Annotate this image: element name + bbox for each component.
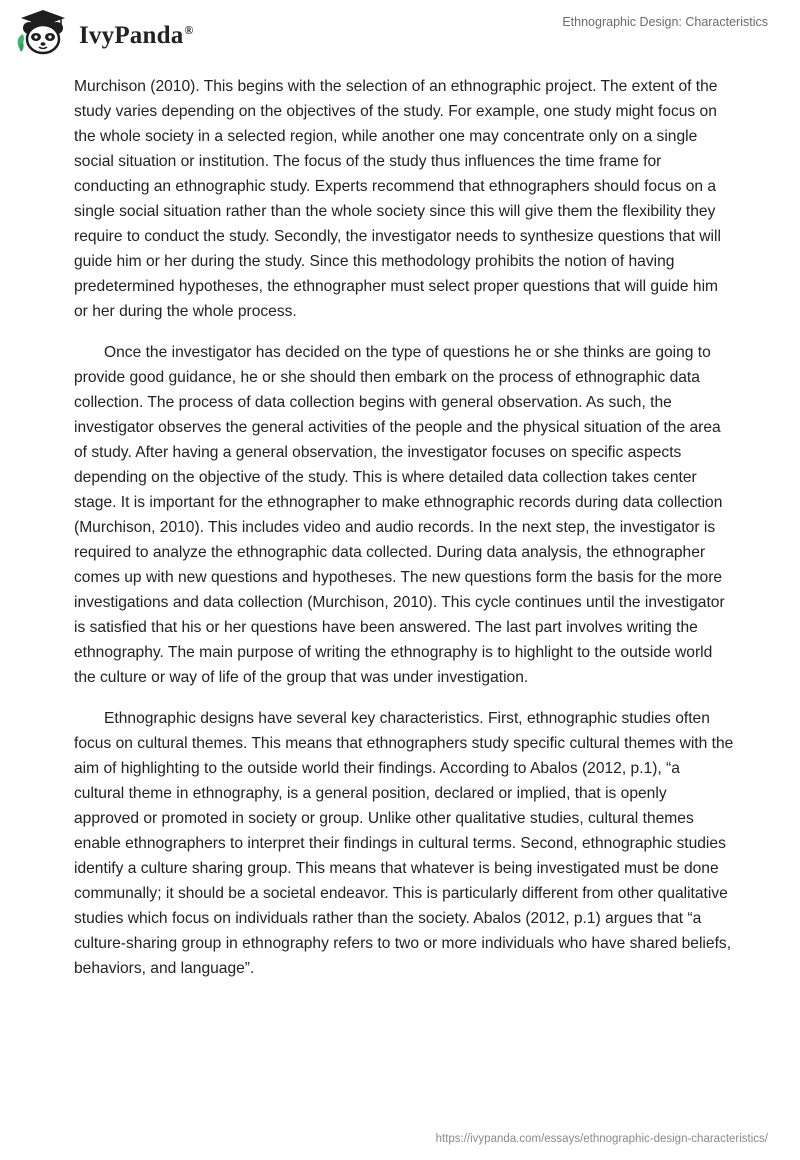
- panda-graduate-icon: [13, 8, 73, 60]
- page-header: [0, 0, 800, 70]
- brand-name: IvyPanda®: [79, 22, 194, 49]
- paragraph: Murchison (2010). This begins with the selection of an ethnographic project. The extent of the study varies depending on the objectives of the study. For example, one study might focus on the whole society in a selected region, while another one may concentrate only on a single social situation or institution. The focus of the study thus influences the time frame for conducting an ethnographic study. Experts recommend that ethnographers should focus on a single social situation rather than the whole society since this will give them the flexibility they require to conduct the study. Secondly, the investigator needs to synthesize questions that will guide him or her during the study. Since this methodology prohibits the notion of having predetermined hypotheses, the ethnographer must select proper questions that will guide him or her during the whole process.: [74, 78, 721, 320]
- paragraph: Once the investigator has decided on the type of questions he or she thinks are going to provide good guidance, he or she should then embark on the process of ethnographic data collection. The process of data collection begins with general observation. As such, the investigator observes the general activities of the people and the physical situation of the area of study. After having a general observation, the investigator focuses on specific aspects depending on the objective of the study. This is where detailed data collection takes center stage. It is important for the ethnographer to make ethnographic records during data collection (Murchison, 2010). This includes video and audio records. In the next step, the investigator is required to analyze the ethnographic data collected. During data analysis, the ethnographer comes up with new questions and hypotheses. The new questions form the basis for the more investigations and data collection (Murchison, 2010). This cycle continues until the investigator is satisfied that his or her questions have been answered. The last part involves writing the ethnography. The main purpose of writing the ethnography is to highlight to the outside world the culture or way of life of the group that was under investigation.: [74, 344, 725, 686]
- paragraph: Ethnographic designs have several key characteristics. First, ethnographic studies often focus on cultural themes. This means that ethnographers study specific cultural themes with the aim of highlighting to the outside world their findings. According to Abalos (2012, p.1), “a cultural theme in ethnography, is a general position, declared or implied, that is openly approved or promoted in society or group. Unlike other qualitative studies, cultural themes enable ethnographers to interpret their findings in cultural terms. Second, ethnographic studies identify a culture sharing group. This means that whatever is being investigated must be done communally; it should be a societal endeavor. This is particularly different from other qualitative studies which focus on individuals rather than the society. Abalos (2012, p.1) argues that “a culture-sharing group in ethnography refers to two or more individuals who have shared beliefs, behaviors, and language”.: [74, 710, 734, 977]
- document-title: Ethnographic Design: Characteristics: [562, 15, 768, 29]
- source-url[interactable]: https://ivypanda.com/essays/ethnographic-design-characteristics/: [435, 1133, 768, 1145]
- essay-body: [74, 74, 734, 997]
- ivypanda-logo[interactable]: [13, 8, 194, 60]
